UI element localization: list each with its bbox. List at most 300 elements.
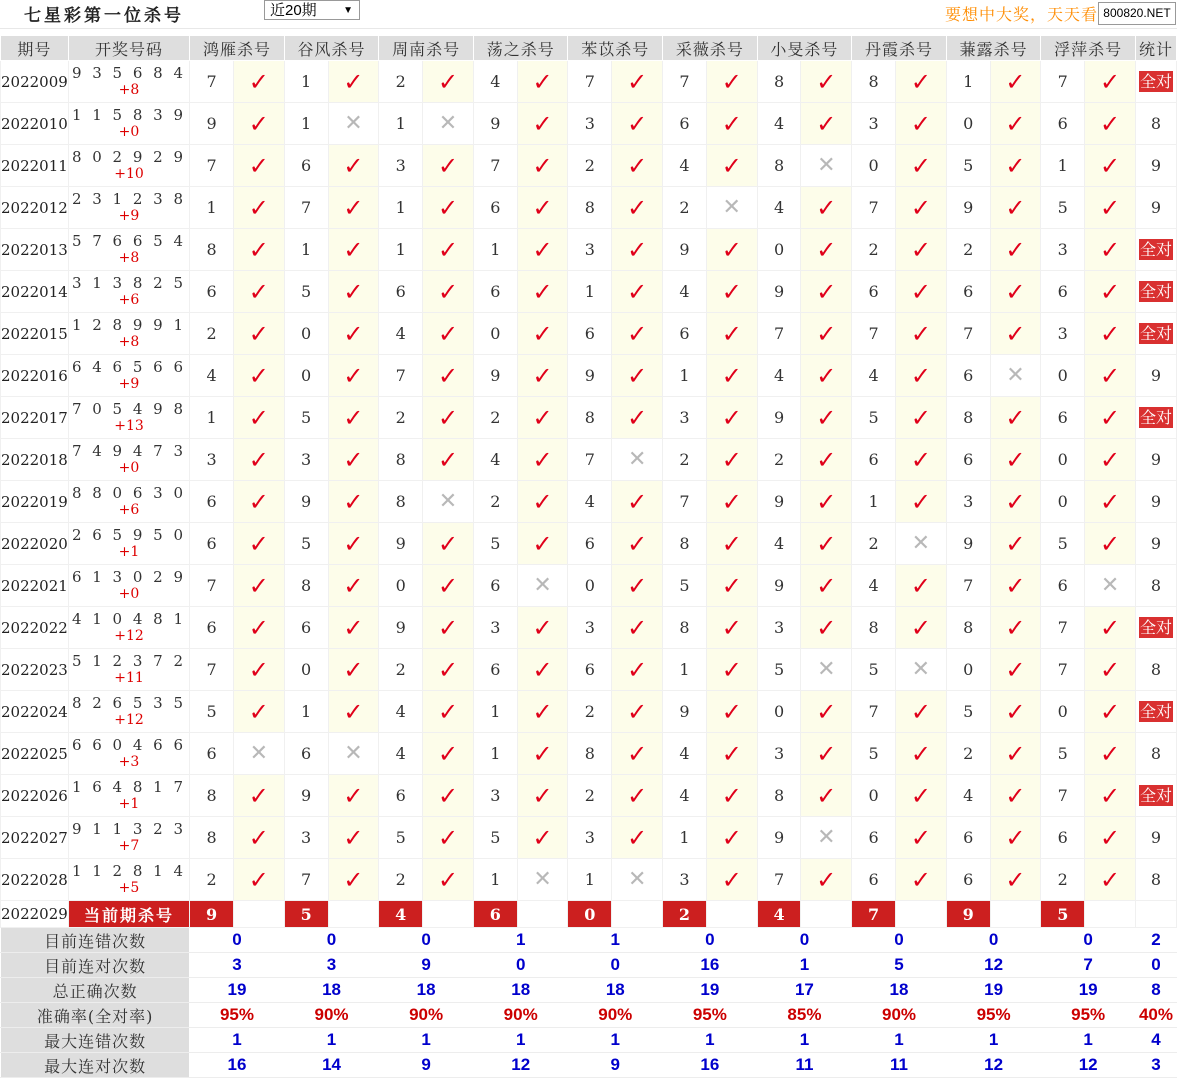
draw-digits: 7 4 9 4 7 3 [71,441,187,460]
kill-number: 4 [473,61,517,103]
hit-cell [896,691,947,733]
check-icon: ✓ [1100,67,1121,96]
hit-cell [990,859,1041,901]
kill-number: 4 [757,523,801,565]
check-icon: ✓ [248,403,269,432]
hit-cell [233,523,284,565]
kill-number: 6 [946,355,990,397]
hit-cell [233,61,284,103]
stat-value: 1 [852,1028,947,1053]
kill-number: 7 [1041,775,1085,817]
check-icon: ✓ [248,697,269,726]
check-icon: ✓ [816,445,837,474]
draw-numbers [68,691,189,733]
check-icon: ✓ [1100,319,1121,348]
check-icon: ✓ [437,739,459,768]
issue-number: 2022022 [1,607,69,649]
header-expert: 浮萍杀号 [1041,36,1136,61]
check-icon: ✓ [1005,319,1026,348]
hit-cell [233,859,284,901]
hit-cell [1085,481,1136,523]
check-icon: ✓ [248,109,269,138]
cross-icon: ✕ [1100,572,1120,598]
stat-total: 3 [1135,1053,1176,1078]
kill-number: 8 [757,145,801,187]
hit-cell [990,649,1041,691]
check-icon: ✓ [532,277,553,306]
check-icon: ✓ [1100,277,1121,306]
kill-number: 1 [284,103,328,145]
hit-cell [517,607,568,649]
miss-cell [706,187,757,229]
row-stat: 9 [1135,145,1176,187]
check-icon: ✓ [343,193,364,222]
draw-sum-offset: +8 [118,333,140,350]
draw-sum-offset: +7 [118,837,140,854]
hit-cell [706,691,757,733]
row-stat [1135,397,1176,439]
check-icon: ✓ [1005,277,1026,306]
table-row [1,859,1177,901]
issue-number: 2022027 [1,817,69,859]
hit-cell [706,103,757,145]
check-icon: ✓ [343,613,364,642]
check-icon: ✓ [437,823,459,852]
stat-label: 目前连对次数 [1,953,190,978]
hit-cell [328,313,379,355]
promo-text[interactable]: 要想中大奖，天天看 [945,5,1099,24]
kill-number: 0 [946,103,990,145]
kill-number: 1 [473,691,517,733]
stat-value: 3 [284,953,379,978]
kill-number: 2 [379,397,423,439]
kill-number: 7 [663,61,707,103]
kill-number: 6 [473,565,517,607]
draw-digits: 5 1 2 3 7 2 [71,651,187,670]
kill-number: 5 [473,817,517,859]
check-icon: ✓ [1100,403,1121,432]
stat-value: 1 [379,1028,474,1053]
hit-cell [801,523,852,565]
check-icon: ✓ [721,739,742,768]
stat-value: 11 [852,1053,947,1078]
check-icon: ✓ [910,445,931,474]
kill-number: 1 [663,649,707,691]
hit-cell [233,565,284,607]
stat-value: 19 [946,978,1041,1003]
kill-number: 8 [568,397,612,439]
check-icon: ✓ [721,67,742,96]
check-icon: ✓ [248,655,269,684]
stat-value: 16 [663,953,758,978]
kill-number: 8 [568,187,612,229]
kill-number: 9 [284,481,328,523]
miss-cell [233,733,284,775]
hit-cell [801,775,852,817]
kill-number: 0 [284,313,328,355]
issue-number: 2022014 [1,271,69,313]
kill-number: 3 [568,103,612,145]
kill-number: 6 [852,271,896,313]
hit-cell [706,859,757,901]
current-spacer [612,901,663,928]
kill-number: 1 [568,271,612,313]
kill-number: 8 [379,439,423,481]
stat-value: 95% [1041,1003,1136,1028]
hit-cell [801,355,852,397]
check-icon: ✓ [627,571,648,600]
kill-number: 7 [284,859,328,901]
stat-value: 17 [757,978,852,1003]
check-icon: ✓ [437,193,459,222]
stat-row [1,1053,1177,1078]
kill-number: 3 [568,229,612,271]
kill-number: 5 [1041,523,1085,565]
kill-number-table [0,35,1177,1078]
hit-cell [517,61,568,103]
row-stat: 9 [1135,817,1176,859]
check-icon: ✓ [437,655,459,684]
kill-number: 6 [1041,817,1085,859]
stat-value: 3 [190,953,285,978]
kill-number: 0 [1041,691,1085,733]
kill-number: 6 [946,817,990,859]
check-icon: ✓ [437,529,459,558]
check-icon: ✓ [627,655,648,684]
check-icon: ✓ [1100,655,1121,684]
draw-digits: 2 6 5 9 5 0 [71,525,187,544]
kill-number: 6 [284,607,328,649]
hit-cell [517,103,568,145]
hit-cell [328,61,379,103]
hit-cell [517,271,568,313]
hit-cell [706,271,757,313]
row-stat: 9 [1135,355,1176,397]
draw-sum-offset: +1 [118,543,140,560]
header-expert: 小旻杀号 [757,36,852,61]
hit-cell [990,607,1041,649]
hit-cell [896,439,947,481]
check-icon: ✓ [532,613,553,642]
hit-cell [706,523,757,565]
hit-cell [423,817,474,859]
hit-cell [328,187,379,229]
kill-number: 6 [568,313,612,355]
hit-cell [1085,187,1136,229]
site-badge[interactable]: 800820.NET [1098,2,1176,25]
kill-number: 5 [379,817,423,859]
hit-cell [517,145,568,187]
check-icon: ✓ [1100,235,1121,264]
hit-cell [612,61,663,103]
header-expert: 苯苡杀号 [568,36,663,61]
hit-cell [328,817,379,859]
kill-number: 9 [284,775,328,817]
hit-cell [896,61,947,103]
check-icon: ✓ [248,823,269,852]
check-icon: ✓ [816,529,837,558]
kill-number: 7 [190,649,234,691]
draw-digits: 6 1 3 0 2 9 [71,567,187,586]
all-correct-badge: 全对 [1139,324,1172,343]
hit-cell [896,607,947,649]
stat-value: 90% [284,1003,379,1028]
check-icon: ✓ [1100,445,1121,474]
draw-sum-offset: +9 [118,207,140,224]
hit-cell [423,565,474,607]
all-correct-badge: 全对 [1139,702,1172,721]
stat-value: 5 [852,953,947,978]
check-icon: ✓ [248,613,269,642]
check-icon: ✓ [816,781,837,810]
kill-number: 0 [379,565,423,607]
check-icon: ✓ [816,67,837,96]
current-kill-number: 4 [379,901,423,928]
hit-cell [328,859,379,901]
hit-cell [801,691,852,733]
kill-number: 9 [757,397,801,439]
hit-cell [423,271,474,313]
issue-number: 2022023 [1,649,69,691]
hit-cell [233,649,284,691]
hit-cell [1085,523,1136,565]
hit-cell [328,607,379,649]
stat-value: 0 [379,928,474,953]
draw-sum-offset: +8 [118,249,140,266]
kill-number: 6 [284,733,328,775]
kill-number: 5 [473,523,517,565]
check-icon: ✓ [627,151,648,180]
kill-number: 9 [946,187,990,229]
kill-number: 0 [946,649,990,691]
miss-cell [1085,565,1136,607]
kill-number: 1 [284,61,328,103]
check-icon: ✓ [532,697,553,726]
kill-number: 6 [946,439,990,481]
current-spacer [801,901,852,928]
kill-number: 8 [852,607,896,649]
kill-number: 8 [379,481,423,523]
hit-cell [1085,733,1136,775]
all-correct-badge: 全对 [1139,408,1172,427]
hit-cell [328,565,379,607]
kill-number: 4 [757,187,801,229]
kill-number: 6 [379,775,423,817]
kill-number: 7 [852,313,896,355]
draw-numbers [68,187,189,229]
stat-value: 9 [568,1053,663,1078]
check-icon: ✓ [721,571,742,600]
check-icon: ✓ [437,865,459,894]
check-icon: ✓ [816,319,837,348]
check-icon: ✓ [816,487,837,516]
draw-sum-offset: +9 [118,375,140,392]
header-expert: 周南杀号 [379,36,474,61]
hit-cell [423,523,474,565]
current-kill-number: 4 [757,901,801,928]
kill-number: 8 [568,733,612,775]
hit-cell [517,481,568,523]
hit-cell [612,775,663,817]
hit-cell [801,61,852,103]
dropdown-arrow-icon: ▼ [343,5,353,16]
kill-number: 1 [1041,145,1085,187]
hit-cell [990,61,1041,103]
hit-cell [233,229,284,271]
stat-label: 最大连错次数 [1,1028,190,1053]
kill-number: 6 [190,733,234,775]
cross-icon: ✕ [1006,362,1025,388]
kill-number: 2 [379,859,423,901]
hit-cell [612,649,663,691]
row-stat [1135,229,1176,271]
miss-cell [990,355,1041,397]
table-row [1,187,1177,229]
kill-number: 1 [568,859,612,901]
kill-number: 2 [379,61,423,103]
check-icon: ✓ [721,697,742,726]
check-icon: ✓ [627,781,648,810]
header-expert: 谷风杀号 [284,36,379,61]
miss-cell [423,481,474,523]
kill-number: 4 [568,481,612,523]
draw-numbers [68,355,189,397]
hit-cell [423,439,474,481]
issue-number: 2022016 [1,355,69,397]
stat-value: 0 [473,953,568,978]
kill-number: 5 [663,565,707,607]
check-icon: ✓ [437,613,459,642]
table-row [1,649,1177,691]
kill-number: 7 [852,187,896,229]
check-icon: ✓ [1100,361,1121,390]
issue-number: 2022025 [1,733,69,775]
stat-value: 90% [852,1003,947,1028]
draw-numbers [68,523,189,565]
hit-cell [801,859,852,901]
kill-number: 0 [1041,481,1085,523]
hit-cell [1085,103,1136,145]
stat-value: 1 [473,928,568,953]
kill-number: 9 [473,355,517,397]
hit-cell [517,187,568,229]
check-icon: ✓ [721,613,742,642]
kill-number: 6 [852,817,896,859]
kill-number: 3 [473,607,517,649]
row-stat [1135,271,1176,313]
hit-cell [801,607,852,649]
check-icon: ✓ [627,529,648,558]
hit-cell [328,439,379,481]
draw-digits: 7 0 5 4 9 8 [71,399,187,418]
check-icon: ✓ [910,571,931,600]
check-icon: ✓ [1005,151,1026,180]
stat-value: 0 [568,953,663,978]
draw-sum-offset: +3 [118,753,140,770]
stat-value: 1 [946,1028,1041,1053]
hit-cell [328,523,379,565]
draw-numbers [68,61,189,103]
check-icon: ✓ [721,361,742,390]
period-select[interactable] [264,0,360,20]
kill-number: 5 [757,649,801,691]
kill-number: 7 [1041,61,1085,103]
current-kill-number: 9 [946,901,990,928]
check-icon: ✓ [910,403,931,432]
check-icon: ✓ [910,235,931,264]
check-icon: ✓ [721,235,742,264]
hit-cell [706,355,757,397]
hit-cell [896,859,947,901]
stat-value: 0 [284,928,379,953]
draw-numbers [68,481,189,523]
stat-row [1,953,1177,978]
kill-number: 9 [379,607,423,649]
table-row [1,61,1177,103]
cross-icon: ✕ [722,194,741,220]
table-row [1,691,1177,733]
check-icon: ✓ [627,235,648,264]
issue-number: 2022028 [1,859,69,901]
row-stat: 8 [1135,733,1176,775]
stat-value: 85% [757,1003,852,1028]
hit-cell [1085,775,1136,817]
stat-value: 9 [379,1053,474,1078]
draw-digits: 8 0 2 9 2 9 [71,147,187,166]
kill-number: 9 [946,523,990,565]
all-correct-badge: 全对 [1139,618,1172,637]
miss-cell [517,565,568,607]
check-icon: ✓ [532,235,553,264]
hit-cell [517,313,568,355]
stat-value: 11 [757,1053,852,1078]
hit-cell [328,271,379,313]
kill-number: 1 [473,859,517,901]
hit-cell [1085,271,1136,313]
hit-cell [801,397,852,439]
kill-number: 9 [757,817,801,859]
row-stat [1135,775,1176,817]
check-icon: ✓ [437,67,459,96]
stat-total: 8 [1135,978,1176,1003]
check-icon: ✓ [1005,529,1026,558]
stat-row [1,1028,1177,1053]
check-icon: ✓ [532,445,553,474]
kill-number: 4 [379,691,423,733]
kill-number: 5 [284,271,328,313]
stat-value: 0 [757,928,852,953]
table-row [1,733,1177,775]
draw-sum-offset: +5 [118,879,140,896]
all-correct-badge: 全对 [1139,786,1172,805]
check-icon: ✓ [248,361,269,390]
hit-cell [706,607,757,649]
cross-icon: ✕ [533,866,552,892]
stat-value: 12 [946,1053,1041,1078]
hit-cell [517,775,568,817]
current-kill-number: 6 [473,901,517,928]
kill-number: 1 [379,229,423,271]
kill-number: 3 [852,103,896,145]
stat-value: 0 [1041,928,1136,953]
kill-number: 6 [190,271,234,313]
check-icon: ✓ [437,781,459,810]
current-kill-number: 9 [190,901,234,928]
kill-number: 3 [1041,229,1085,271]
kill-number: 0 [852,775,896,817]
kill-number: 9 [663,229,707,271]
check-icon: ✓ [910,697,931,726]
